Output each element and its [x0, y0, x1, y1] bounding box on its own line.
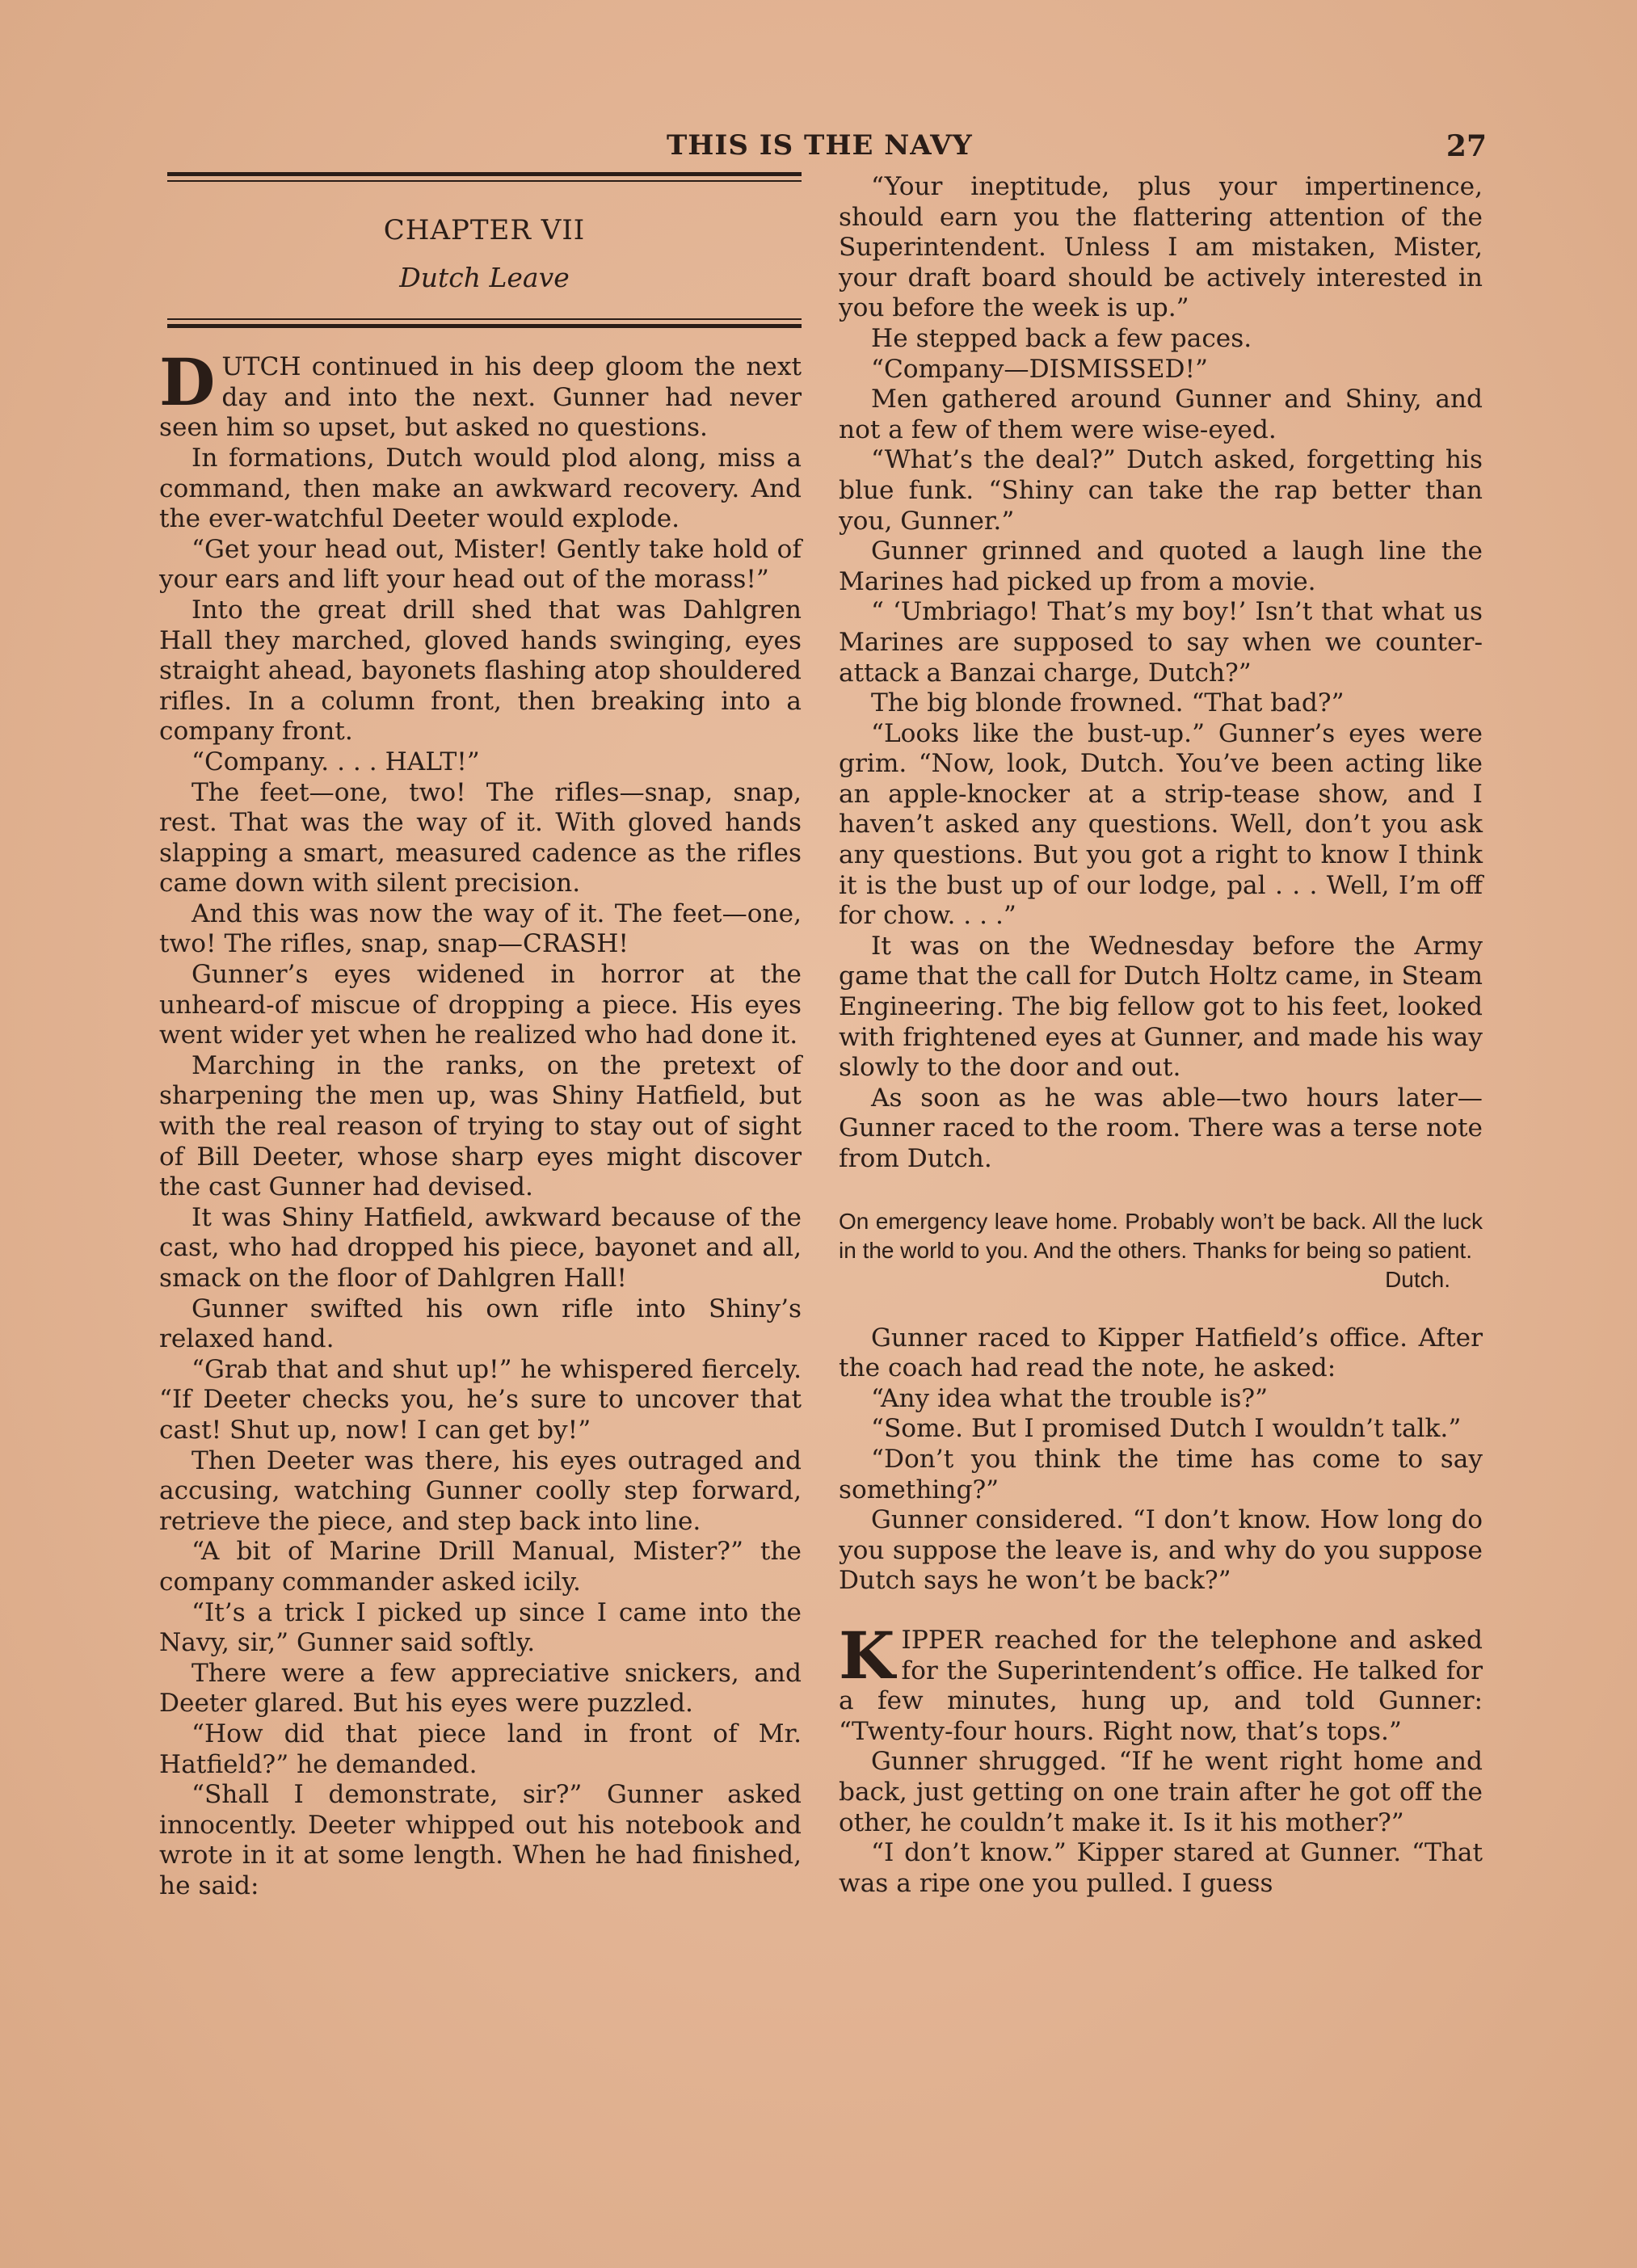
paragraph: “I don’t know.” Kipper stared at Gunner. “That was a ripe one you pulled. I guess: [839, 1838, 1483, 1898]
chapter-number: CHAPTER VII: [383, 214, 586, 246]
paragraph: “Company—DISMISSED!”: [871, 354, 1208, 384]
opening-paragraph: [159, 344, 802, 444]
paragraph: “Get your head out, Mister! Gently take hold of your ears and lift your head out of the morass!”: [159, 534, 802, 595]
paragraph: Men gathered around Gunner and Shiny, and not a few of them were wise-eyed.: [839, 385, 1483, 444]
paragraph: The big blonde frowned. “That bad?”: [871, 688, 1345, 718]
paragraph: “Company. . . . HALT!”: [191, 747, 480, 776]
paragraph: And this was now the way of it. The feet—one, two! The rifles, snap, snap—CRASH!: [159, 898, 802, 959]
paragraph: Gunner shrugged. “If he went right home and back, just getting on one train after he got off the other, he couldn’t make it. Is it his mother?”: [839, 1747, 1483, 1837]
paragraph: “ ‘Umbriago! That’s my boy!’ Isn’t that what us Marines are supposed to say when we counter-attack a Banzai charge, Dutch?”: [839, 597, 1483, 688]
paragraph: Marching in the ranks, on the pretext of sharpening the men up, was Shiny Hatfield, but with the real reason of trying to stay out of sight of Bill Deeter, whose sharp eyes might discover the cast Gunner had devised.: [159, 1050, 802, 1202]
paragraph: It was Shiny Hatfield, awkward because of the cast, who had dropped his piece, bayonet and all, smack on the floor of Dahlgren Hall!: [159, 1202, 802, 1293]
left-column: [159, 172, 802, 1901]
rule-divider: [167, 172, 802, 176]
paragraph: Gunner raced to Kipper Hatfield’s office. After the coach had read the note, he asked:: [839, 1323, 1483, 1383]
paragraph: “Don’t you think the time has come to say something?”: [839, 1444, 1483, 1504]
paragraph: Then Deeter was there, his eyes outraged and accusing, watching Gunner coolly step forward, retrieve the piece, and step back into line.: [159, 1445, 802, 1536]
page-number: 27: [1446, 129, 1487, 163]
chapter-heading: [167, 182, 802, 318]
note-signature: Dutch.: [1385, 1266, 1450, 1292]
page-header: [162, 129, 1487, 170]
paragraph: He stepped back a few paces.: [871, 323, 1252, 353]
paragraph: “It’s a trick I picked up since I came into the Navy, sir,” Gunner said softly.: [159, 1597, 802, 1658]
paragraph: Gunner grinned and quoted a laugh line the Marines had picked up from a movie.: [839, 536, 1483, 596]
rule-divider: [167, 318, 802, 320]
kipper-paragraph: [839, 1617, 1483, 1747]
paragraph: In formations, Dutch would plod along, miss a command, then make an awkward recovery. And the ever-watchful Deeter would explode.: [159, 443, 802, 534]
paragraph: It was on the Wednesday before the Army game that the call for Dutch Holtz came, in Steam Engineering. The big fellow got to his feet, looked with frightened eyes at Gunner, and made his way slowly to the door and out.: [839, 931, 1483, 1083]
section-break: [839, 1597, 1483, 1626]
paragraph: “Some. But I promised Dutch I wouldn’t talk.”: [871, 1414, 1462, 1444]
paragraph-text: UTCH continued in his deep gloom the next day and into the next. Gunner had never seen him so upset, but asked no questions.: [159, 352, 802, 443]
running-title: THIS IS THE NAVY: [667, 129, 973, 162]
paragraph: As soon as he was able—two hours later—Gunner raced to the room. There was a terse note from Dutch.: [839, 1083, 1483, 1173]
paragraph: Into the great drill shed that was Dahlgren Hall they marched, gloved hands swinging, eyes straight ahead, bayonets flashing atop shouldered rifles. In a column front, then breaking into a company front.: [159, 595, 802, 747]
paragraph: “Looks like the bust-up.” Gunner’s eyes were grim. “Now, look, Dutch. You’ve been acting like an apple-knocker at a strip-tease show, and I haven’t asked any questions. Well, don’t you ask any questions. But you got a right to know I think it is the bust up of our lodge, pal . . . Well, I’m off for chow. . . .”: [839, 718, 1483, 931]
paragraph: “Grab that and shut up!” he whispered fiercely. “If Deeter checks you, he’s sure to uncover that cast! Shut up, now! I can get by!”: [159, 1354, 802, 1445]
paragraph: “How did that piece land in front of Mr. Hatfield?” he demanded.: [159, 1719, 802, 1779]
chapter-heading-box: [167, 172, 802, 328]
drop-cap: D: [159, 344, 216, 421]
drop-cap: K: [839, 1617, 895, 1694]
paragraph: The feet—one, two! The rifles—snap, snap, rest. That was the way of it. With gloved hands slapping a smart, measured cadence as the rifles came down with silent precision.: [159, 777, 802, 898]
chapter-title: Dutch Leave: [399, 261, 570, 293]
dutch-note: [839, 1207, 1483, 1294]
paragraph: There were a few appreciative snickers, and Deeter glared. But his eyes were puzzled.: [159, 1658, 802, 1719]
paragraph: Gunner’s eyes widened in horror at the unheard-of miscue of dropping a piece. His eyes went wider yet when he realized who had done it.: [159, 960, 802, 1050]
paragraph: Gunner swifted his own rifle into Shiny’s relaxed hand.: [159, 1294, 802, 1354]
paragraph: Gunner considered. “I don’t know. How long do you suppose the leave is, and why do you suppose Dutch says he won’t be back?”: [839, 1505, 1483, 1596]
right-column: [839, 172, 1483, 1899]
note-text: On emergency leave home. Probably won’t be back. All the luck in the world to you. And the others. Thanks for being so patient.: [839, 1208, 1483, 1263]
paragraph: “Any idea what the trouble is?”: [871, 1383, 1269, 1413]
paragraph: “A bit of Marine Drill Manual, Mister?” the company commander asked icily.: [159, 1537, 802, 1597]
paragraph: “Your ineptitude, plus your impertinence, should earn you the flattering attention of the Superintendent. Unless I am mistaken, Mister, your draft board should be actively interested in you before the week is up.”: [839, 172, 1483, 323]
paragraph: “What’s the deal?” Dutch asked, forgetting his blue funk. “Shiny can take the rap better than you, Gunner.”: [839, 445, 1483, 536]
paragraph: “Shall I demonstrate, sir?” Gunner asked innocently. Deeter whipped out his notebook and wrote in it at some length. When he had finished, he said:: [159, 1780, 802, 1900]
rule-divider: [167, 324, 802, 328]
paragraph-text: IPPER reached for the telephone and asked for the Superintendent’s office. He talked for a few minutes, hung up, and told Gunner: “Twenty-four hours. Right now, that’s tops.”: [839, 1625, 1483, 1746]
